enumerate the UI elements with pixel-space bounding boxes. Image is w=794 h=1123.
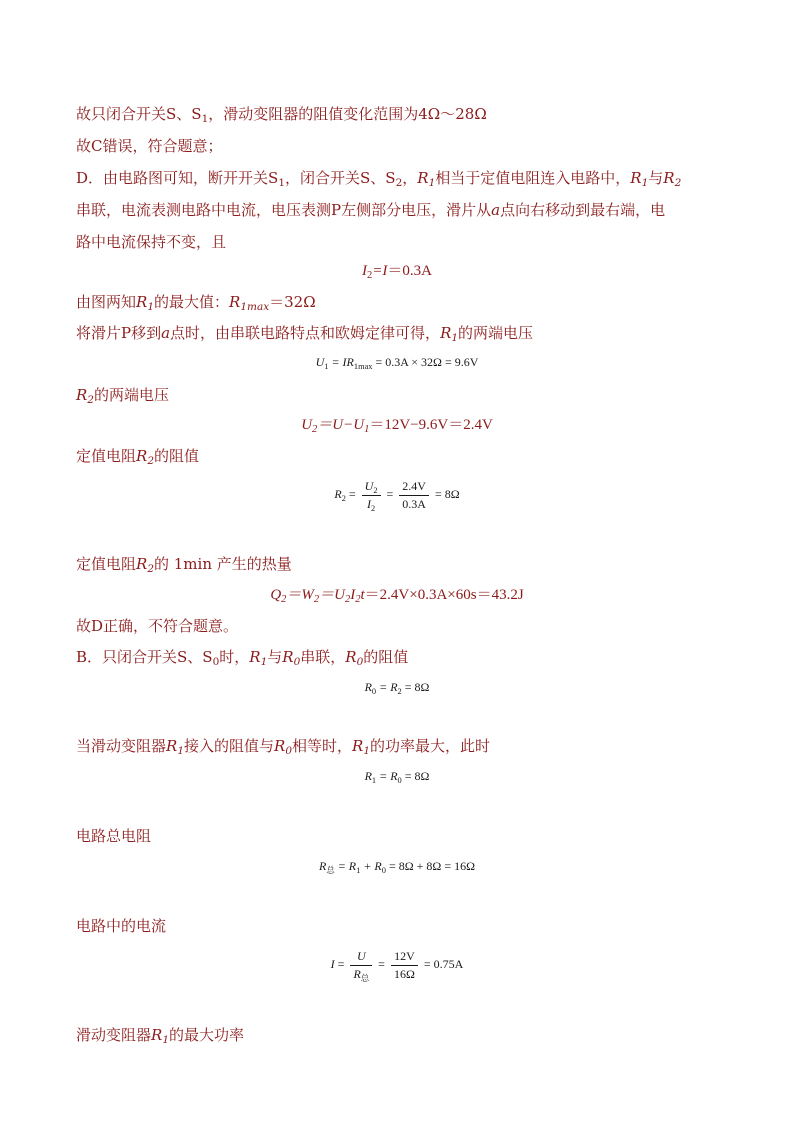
subscript: 1 xyxy=(278,177,285,189)
equals-sign: = xyxy=(378,957,385,971)
text-run: 电路中的电流 xyxy=(76,917,167,935)
text-run: 相等时， xyxy=(292,737,353,755)
symbol: R xyxy=(249,648,261,666)
text-run: 的阻值 xyxy=(363,648,409,666)
text-run: 滑动变阻器 xyxy=(76,1026,152,1044)
subscript: 2 xyxy=(373,485,378,495)
text-run: ＝32Ω xyxy=(269,293,316,311)
fraction xyxy=(399,479,429,512)
text-line-16 xyxy=(76,1025,726,1045)
text-run: = 8Ω xyxy=(401,680,430,694)
symbol: R xyxy=(229,293,241,311)
subscript: 0 xyxy=(212,656,220,668)
equation-circuit-current xyxy=(0,946,794,982)
symbol: I xyxy=(330,957,335,971)
subscript: 1 xyxy=(371,776,377,785)
symbol: Q xyxy=(270,587,282,603)
equation-current xyxy=(0,261,794,281)
text-run: = 8Ω + 8Ω = 16Ω xyxy=(385,859,476,873)
symbol: =I xyxy=(372,263,388,279)
text-run: 由图两知 xyxy=(76,293,137,311)
symbol: R xyxy=(364,769,372,783)
text-line-14 xyxy=(76,826,726,846)
text-run: ， xyxy=(402,169,418,187)
text-run: 与 xyxy=(648,169,664,187)
symbol: R xyxy=(440,324,452,342)
fraction xyxy=(391,949,418,982)
fraction xyxy=(350,949,372,982)
subscript: 0 xyxy=(356,656,364,668)
subscript: 总 xyxy=(360,973,370,983)
text-run: 路中电流保持不变，且 xyxy=(76,233,227,251)
equals-sign: = xyxy=(337,957,345,971)
subscript: 2 xyxy=(147,563,154,575)
text-run: 的最大值： xyxy=(154,293,230,311)
subscript: 1 xyxy=(428,177,436,189)
numerator: U xyxy=(350,949,372,966)
text-run: 定值电阻 xyxy=(76,447,137,465)
text-run: D．由电路图可知，断开开关S xyxy=(76,169,279,187)
symbol: R xyxy=(76,386,88,404)
equation-u2 xyxy=(0,415,794,435)
subscript: 2 xyxy=(281,594,287,605)
symbol: t xyxy=(360,587,365,603)
symbol: R xyxy=(417,169,429,187)
symbol: R xyxy=(136,447,148,465)
subscript: 0 xyxy=(371,687,377,696)
text-run: ＝0.3A xyxy=(387,263,432,279)
symbol: R xyxy=(136,293,148,311)
text-run: 当滑动变阻器 xyxy=(76,737,167,755)
subscript: 0 xyxy=(285,745,292,757)
equation-total-resistance xyxy=(0,856,794,876)
equation-u1 xyxy=(0,352,794,372)
text-run: ＝2.4V×0.3A×60s＝43.2J xyxy=(364,587,524,603)
text-run: 接入的阻值与 xyxy=(184,737,275,755)
symbol: R xyxy=(345,648,357,666)
symbol: U xyxy=(315,355,325,369)
text-run: 故只闭合开关S、S xyxy=(76,105,202,123)
text-run: 的 1min 产生的热量 xyxy=(154,555,292,573)
symbol: I xyxy=(350,587,356,603)
text-run: ，闭合开关S、S xyxy=(285,169,396,187)
symbol: R xyxy=(318,859,327,873)
equals-sign: = xyxy=(386,487,394,501)
subscript: 0 xyxy=(397,776,402,785)
subscript: 1 xyxy=(201,113,209,125)
subscript: 1 xyxy=(324,362,329,371)
subscript: 2 xyxy=(341,494,346,503)
text-run: 点向右移动到最右端，电 xyxy=(500,201,666,219)
subscript: 2 xyxy=(87,394,94,406)
symbol: R xyxy=(663,169,675,187)
subscript: 2 xyxy=(370,503,376,513)
text-run: 将滑片P移到 xyxy=(76,324,162,342)
text-run: 的两端电压 xyxy=(458,324,534,342)
subscript: 0 xyxy=(293,656,301,668)
text-line-8 xyxy=(76,385,726,405)
text-run: 故C错误，符合题意； xyxy=(76,137,223,155)
subscript: 1max xyxy=(240,301,270,313)
subscript: 2 xyxy=(367,270,373,281)
subscript: 1 xyxy=(177,745,184,757)
equation-r0 xyxy=(0,677,794,697)
subscript: 1 xyxy=(451,332,459,344)
subscript: 2 xyxy=(147,455,154,467)
equation-r2 xyxy=(0,476,794,512)
text-line-13 xyxy=(76,736,726,756)
text-run: 的阻值 xyxy=(154,447,200,465)
text-run: 时， xyxy=(219,648,250,666)
symbol: ＝U xyxy=(319,587,345,603)
subscript: 1 xyxy=(147,301,154,313)
text-run: 串联， xyxy=(300,648,346,666)
symbol: R xyxy=(353,966,361,981)
text-line-6 xyxy=(76,292,726,312)
symbol: a xyxy=(161,324,171,342)
symbol: R xyxy=(166,737,178,755)
text-run: ＝12V−9.6V＝2.4V xyxy=(369,417,493,433)
text-run: = 0.3A × 32Ω = 9.6V xyxy=(372,355,479,369)
symbol: = R xyxy=(334,859,357,873)
symbol: = R xyxy=(376,680,398,694)
subscript: 1 xyxy=(260,656,268,668)
text-line-1 xyxy=(76,104,726,124)
text-line-5 xyxy=(76,232,726,252)
text-line-10 xyxy=(76,554,726,574)
symbol: ＝U−U xyxy=(317,417,365,433)
text-run: = 0.75A xyxy=(423,957,464,971)
subscript: 1 xyxy=(641,177,649,189)
equation-r1-equal xyxy=(0,766,794,786)
text-line-4 xyxy=(76,200,726,220)
symbol: I xyxy=(366,496,371,511)
text-run: 定值电阻 xyxy=(76,555,137,573)
symbol: ＝W xyxy=(286,587,314,603)
equation-heat xyxy=(0,585,794,605)
text-run: B．只闭合开关S、S xyxy=(76,648,213,666)
symbol: a xyxy=(491,201,501,219)
symbol: I xyxy=(362,263,368,279)
subscript: 1 xyxy=(364,424,370,435)
symbol: U xyxy=(301,417,313,433)
subscript: 1 xyxy=(162,1034,169,1046)
text-run: 串联，电流表测电路中电流，电压表测P左侧部分电压，滑片从 xyxy=(76,201,492,219)
subscript: 2 xyxy=(397,687,402,696)
text-line-11 xyxy=(76,616,726,636)
denominator: 0.3A xyxy=(402,496,426,511)
symbol: R xyxy=(334,487,342,501)
symbol: = R xyxy=(376,769,398,783)
subscript: 2 xyxy=(313,594,320,605)
text-line-12 xyxy=(76,647,726,667)
text-line-7 xyxy=(76,323,726,343)
subscript: 2 xyxy=(345,594,351,605)
symbol: R xyxy=(364,680,372,694)
text-line-9 xyxy=(76,446,726,466)
numerator: 2.4V xyxy=(399,479,429,496)
symbol: R xyxy=(274,737,286,755)
text-run: 故D正确，不符合题意。 xyxy=(76,617,239,635)
numerator: 12V xyxy=(391,949,418,966)
text-run: 的最大功率 xyxy=(169,1026,245,1044)
subscript: 2 xyxy=(312,424,318,435)
denominator: 16Ω xyxy=(393,966,415,981)
text-run: 与 xyxy=(267,648,283,666)
symbol: = IR xyxy=(328,355,354,369)
subscript: 0 xyxy=(381,866,386,875)
text-line-3 xyxy=(76,168,726,188)
text-line-2 xyxy=(76,136,726,156)
text-run: 相当于定值电阻连入电路中， xyxy=(435,169,631,187)
text-run: 电路总电阻 xyxy=(76,827,152,845)
text-run: 的功率最大，此时 xyxy=(370,737,491,755)
symbol: U xyxy=(364,478,374,493)
fraction xyxy=(362,479,381,512)
text-run: = 8Ω xyxy=(434,487,460,501)
text-run: ，滑动变阻器的阻值变化范围为4Ω～28Ω xyxy=(208,105,487,123)
equals-sign: = xyxy=(348,487,356,501)
text-run: 点时，由串联电路特点和欧姆定律可得， xyxy=(170,324,441,342)
symbol: R xyxy=(282,648,294,666)
symbol: R xyxy=(352,737,364,755)
subscript: 2 xyxy=(395,177,403,189)
symbol: R xyxy=(136,555,148,573)
subscript: 2 xyxy=(355,594,361,605)
symbol: R xyxy=(630,169,642,187)
subscript: 1 xyxy=(356,866,361,875)
subscript: 总 xyxy=(326,866,335,875)
subscript: 2 xyxy=(674,177,682,189)
symbol: R xyxy=(151,1026,163,1044)
text-run: = 8Ω xyxy=(401,769,430,783)
text-run: 的两端电压 xyxy=(93,386,169,404)
text-line-15 xyxy=(76,916,726,936)
subscript: 1max xyxy=(353,362,373,371)
subscript: 1 xyxy=(363,745,370,757)
symbol: + R xyxy=(360,859,382,873)
